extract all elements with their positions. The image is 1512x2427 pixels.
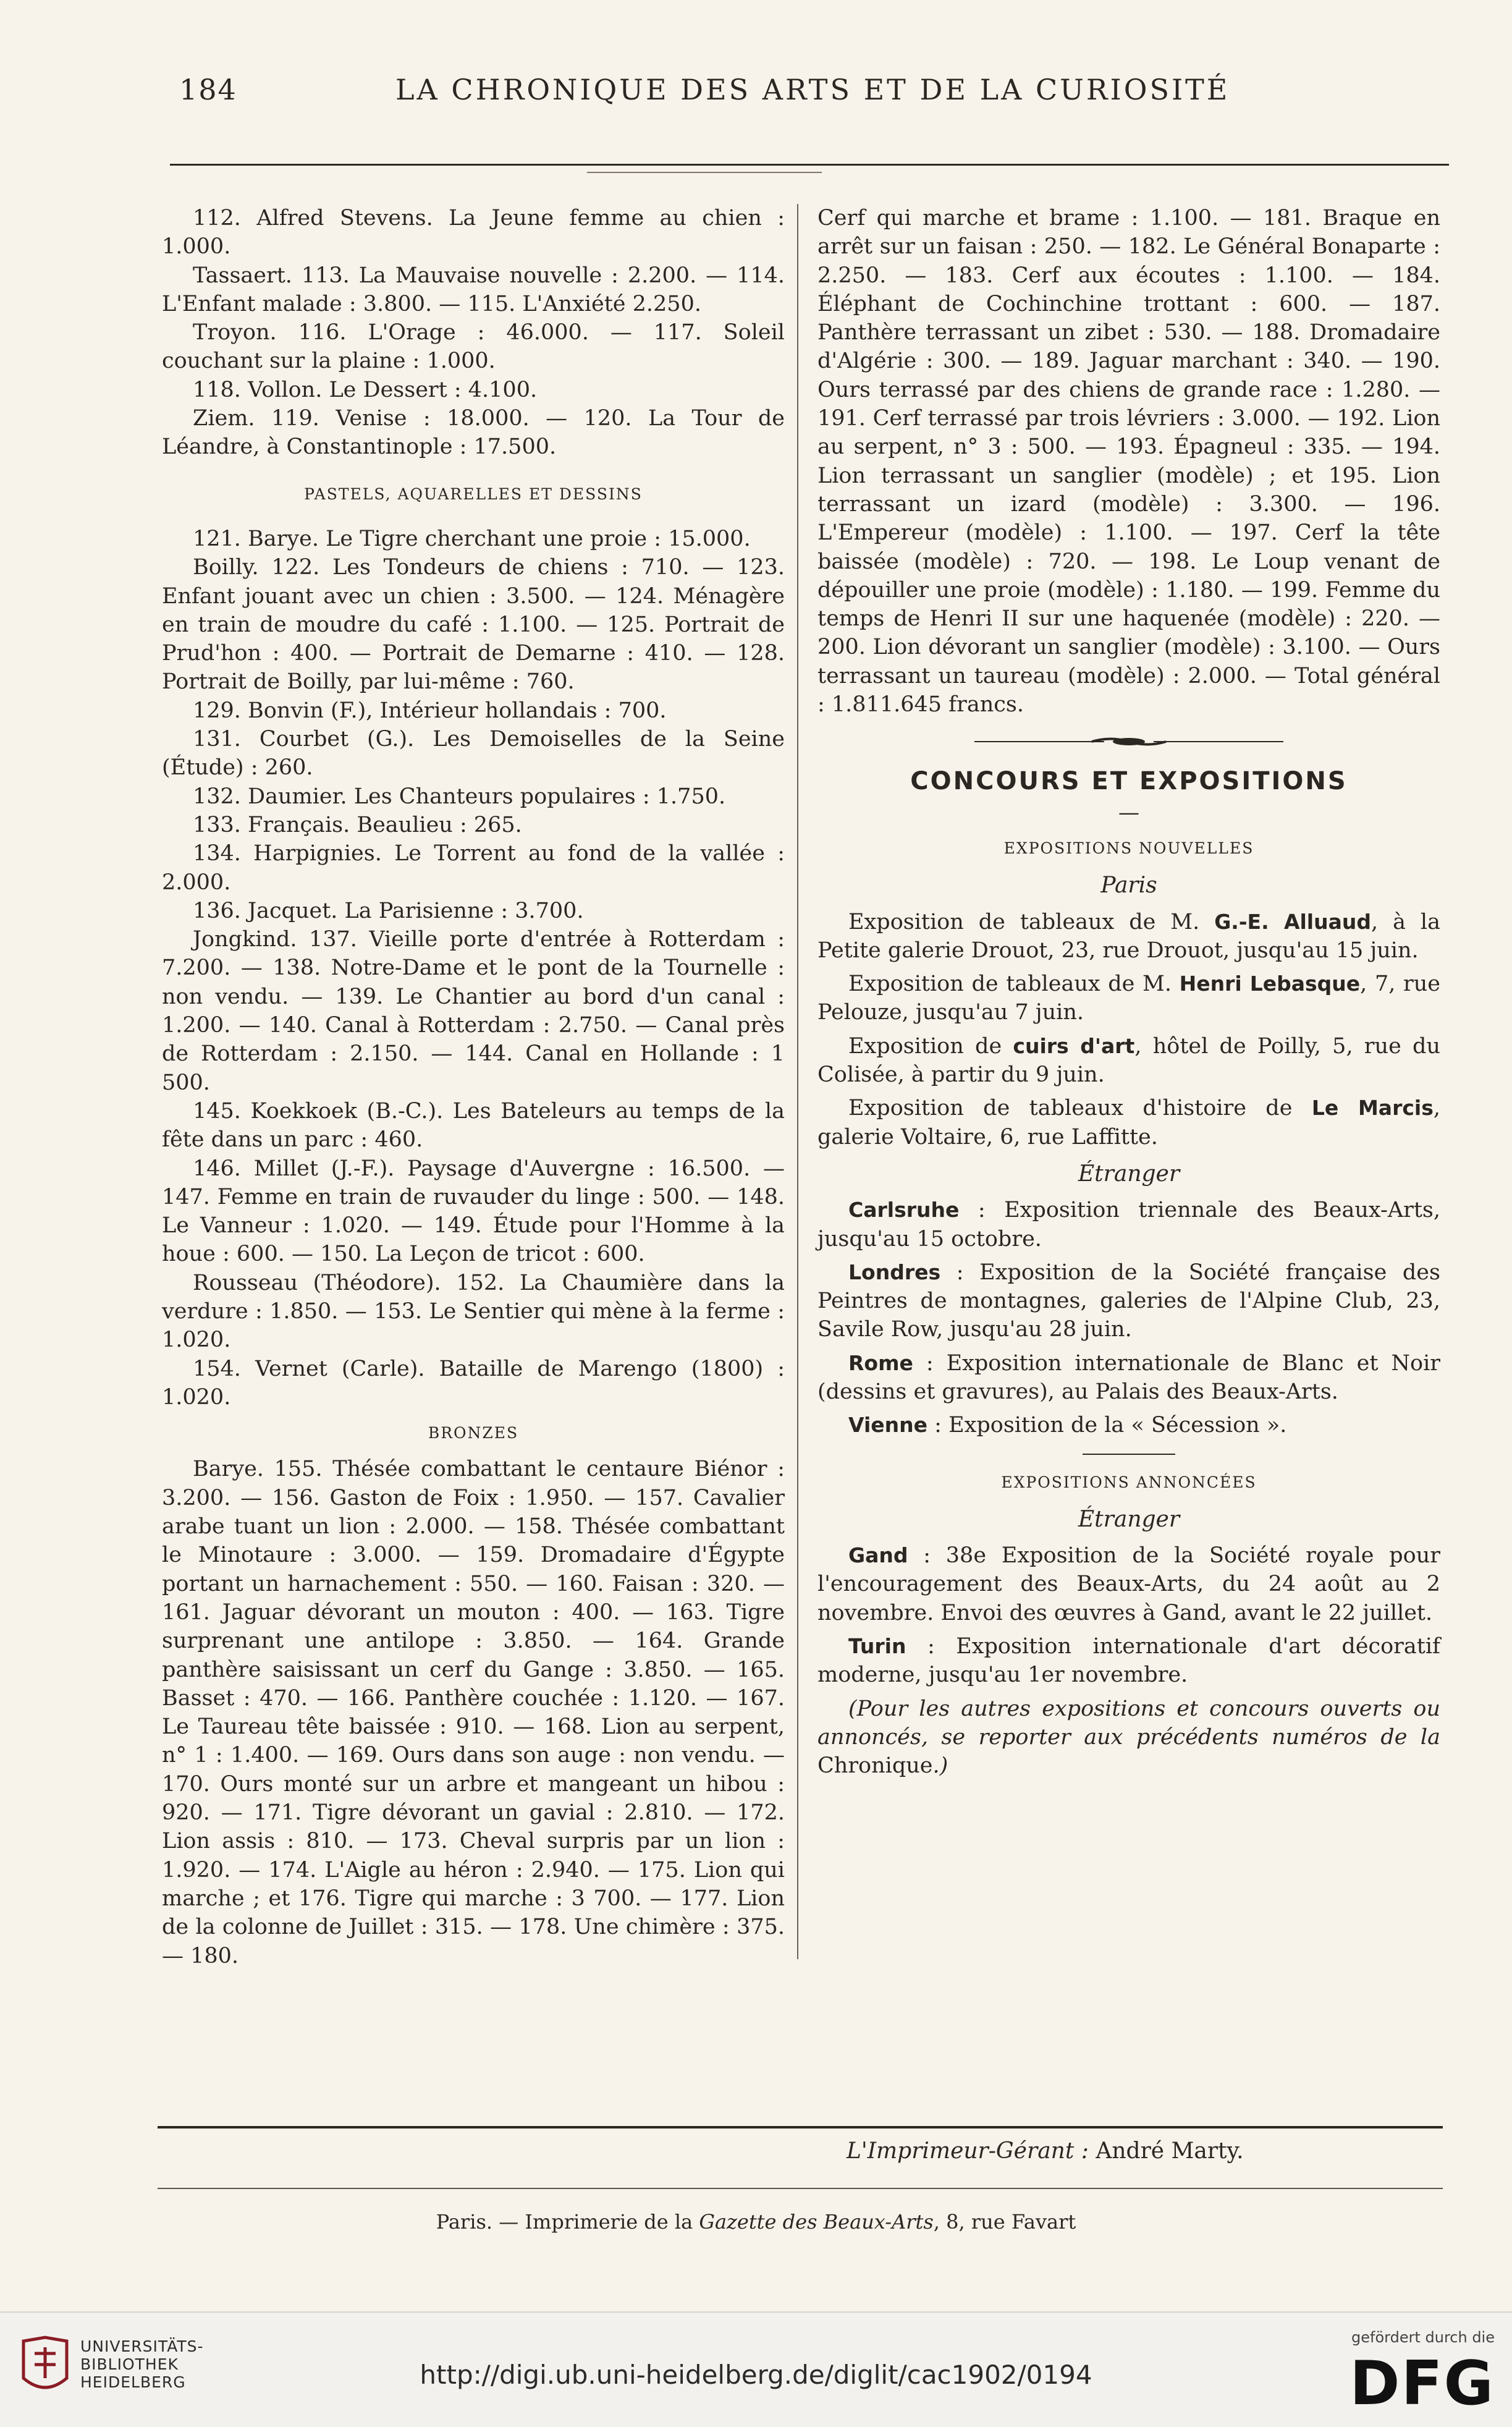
text-paragraph: 145. Koekkoek (B.-C.). Les Bateleurs au temps de la fête dans un parc : 460. [162, 1098, 785, 1153]
dfg-logo: DFG [1349, 2349, 1495, 2419]
exhibition-item: Turin : Exposition internationale d'art décoratif moderne, jusqu'au 1er novembre. [817, 1634, 1440, 1688]
exhibition-item: Londres : Exposition de la Société française des Peintres de montagnes, galeries de l'Alpine Club, 23, Savile Row, jusqu'au 28 juin. [817, 1260, 1440, 1342]
running-title: LA CHRONIQUE DES ARTS ET DE LA CURIOSITÉ [395, 73, 1230, 106]
text-paragraph: Troyon. 116. L'Orage : 46.000. — 117. Soleil couchant sur la plaine : 1.000. [162, 320, 785, 374]
left-column [162, 204, 785, 1970]
text-paragraph: 133. Français. Beaulieu : 265. [193, 812, 522, 837]
printer-signature: L'Imprimeur-Gérant : André Marty. [847, 2138, 1244, 2164]
text-paragraph: Ziem. 119. Venise : 18.000. — 120. La Tour de Léandre, à Constantinople : 17.500. [162, 406, 785, 460]
text-paragraph: Cerf qui marche et brame : 1.100. — 181. Braque en arrêt sur un faisan : 250. — 182. Le Général Bonaparte : 2.250. — 183. Cerf aux écoutes : 1.100. — 184. Éléphant de Cochinchine trottant : 600. — 187. Panthère terrassant un zibet : 530. — 188. Dromadaire d'Algérie : 300. — 189. Jaguar marchant : 340. — 190. Ours terrassé par des chiens de grande race : 1.280. — 191. Cerf terrassé par trois lévriers : 3.000. — 192. Lion au serpent, n° 3 : 500. — 193. Épagneul : 335. — 194. Lion terrassant un sanglier (modèle) ; et 195. Lion terrassant un izard (modèle) : 3.300. — 196. L'Empereur (modèle) : 1.100. — 197. Cerf la tête baissée (modèle) : 720. — 198. Le Loup venant de dépouiller une proie (modèle) : 1.180. — 199. Femme du temps de Henri II sur une haquenée (modèle) : 220. — 200. Lion dévorant un sanglier (modèle) : 3.100. — Ours terrassant un taureau (modèle) : 2.000. — Total général : 1.811.645 francs. [817, 206, 1440, 718]
text-paragraph: Boilly. 122. Les Tondeurs de chiens : 710. — 123. Enfant jouant avec un chien : 3.500. — 124. Ménagère en train de moudre du café : 1.100. — 125. Portrait de Prud'hon : 400. — Portrait de Demarne : 410. — 128. Portrait de Boilly, par lui-même : 760. [162, 555, 785, 695]
exhibition-item: Exposition de tableaux d'histoire de Le Marcis, galerie Voltaire, 6, rue Laffitte. [817, 1096, 1441, 1150]
text-paragraph: 131. Courbet (G.). Les Demoiselles de la Seine (Étude) : 260. [162, 727, 785, 781]
page-header [161, 73, 1483, 129]
printer-imprint: Paris. — Imprimerie de la Gazette des Beaux-Arts, 8, rue Favart [436, 2210, 1076, 2234]
city-heading-paris: Paris [1100, 873, 1157, 899]
text-paragraph: 134. Harpignies. Le Torrent au fond de la vallée : 2.000. [162, 841, 785, 895]
text-paragraph: 129. Bonvin (F.), Intérieur hollandais : 700. [193, 698, 667, 723]
exhibition-item: Gand : 38e Exposition de la Société royale pour l'encouragement des Beaux-Arts, du 24 août au 2 novembre. Envoi des œuvres à Gand, avant le 22 juillet. [817, 1543, 1440, 1625]
source-url-link[interactable]: http://digi.ub.uni-heidelberg.de/diglit/cac1902/0194 [420, 2360, 1092, 2390]
footer-rule [158, 2126, 1443, 2128]
header-rule [170, 164, 1449, 166]
heading-dash: — [1118, 800, 1139, 825]
page-number: 184 [179, 73, 237, 106]
short-rule [1083, 1454, 1175, 1455]
text-paragraph: 154. Vernet (Carle). Bataille de Marengo (1800) : 1.020. [162, 1356, 785, 1410]
exhibition-item: Exposition de tableaux de M. G.-E. Alluaud, à la Petite galerie Drouot, 23, rue Drouot, jusqu'au 15 juin. [817, 909, 1440, 963]
text-paragraph: 112. Alfred Stevens. La Jeune femme au chien : 1.000. [162, 206, 785, 260]
subsection-expositions-annoncees: EXPOSITIONS ANNONCÉES [1001, 1473, 1257, 1491]
exhibition-item: Rome : Exposition internationale de Blanc et Noir (dessins et gravures), au Palais des Beaux-Arts. [817, 1350, 1440, 1404]
section-title-bronzes: BRONZES [428, 1424, 519, 1442]
text-paragraph: Tassaert. 113. La Mauvaise nouvelle : 2.200. — 114. L'Enfant malade : 3.800. — 115. L'Anxiété 2.250. [162, 263, 785, 316]
text-paragraph: Rousseau (Théodore). 152. La Chaumière dans la verdure : 1.850. — 153. Le Sentier qui mène à la ferme : 1.020. [162, 1270, 785, 1353]
text-paragraph: 132. Daumier. Les Chanteurs populaires : 1.750. [193, 784, 726, 809]
section-heading-concours: CONCOURS ET EXPOSITIONS [910, 767, 1348, 796]
exhibition-item: Exposition de tableaux de M. Henri Lebasque, 7, rue Pelouze, jusqu'au 7 juin. [817, 972, 1440, 1025]
exhibition-item: Vienne : Exposition de la « Sécession ». [848, 1413, 1287, 1438]
subsection-expositions-nouvelles: EXPOSITIONS NOUVELLES [1003, 839, 1254, 857]
exhibition-item: Carlsruhe : Exposition triennale des Beaux-Arts, jusqu'au 15 octobre. [817, 1198, 1440, 1252]
header-rule-thin [587, 172, 822, 173]
text-paragraph: Jongkind. 137. Vieille porte d'entrée à Rotterdam : 7.200. — 138. Notre-Dame et le pont de la Tournelle : non vendu. — 139. Le Chantier au bord d'un canal : 1.200. — 140. Canal à Rotterdam : 2.750. — Canal près de Rotterdam : 2.150. — 144. Canal en Hollande : 1 500. [162, 927, 785, 1095]
text-paragraph: Barye. 155. Thésée combattant le centaure Biénor : 3.200. — 156. Gaston de Foix : 1.950. — 157. Cavalier arabe tuant un lion : 2.000. — 158. Thésée combattant le Minotaure : 3.000. — 159. Dromadaire d'Égypte portant un harnachement : 550. — 160. Faisan : 320. — 161. Jaguar dévorant un mouton : 400. — 163. Tigre surprenant une antilope : 3.850. — 164. Grande panthère saisissant un cerf du Gange : 3.850. — 165. Basset : 470. — 166. Panthère couchée : 1.120. — 167. Le Taureau tête baissée : 910. — 168. Lion au serpent, n° 1 : 1.400. — 169. Ours dans son auge : non vendu. — 170. Ours monté sur un arbre et mangeant un hibou : 920. — 171. Tigre dévorant un gavial : 2.810. — 172. Lion assis : 810. — 173. Cheval surpris par un lion : 1.920. — 174. L'Aigle au héron : 2.940. — 175. Lion qui marche ; et 176. Tigre qui marche : 3 700. — 177. Lion de la colonne de Juillet : 315. — 178. Une chimère : 375. — 180. [162, 1457, 785, 1968]
library-name: UNIVERSITÄTS- BIBLIOTHEK HEIDELBERG [80, 2337, 204, 2391]
footer-rule-thin [158, 2188, 1443, 2189]
text-paragraph: 121. Barye. Le Tigre cherchant une proie : 15.000. [193, 526, 751, 551]
editorial-note: (Pour les autres expositions et concours ouverts ou annoncés, se reporter aux précédents numéros de la Chronique.) [817, 1696, 1440, 1779]
text-paragraph: 146. Millet (J.-F.). Paysage d'Auvergne : 16.500. — 147. Femme en train de ruvauder du linge : 500. — 148. Le Vanneur : 1.020. — 149. Étude pour l'Homme à la houe : 600. — 150. La Leçon de tricot : 600. [162, 1156, 785, 1267]
city-heading-etranger: Étranger [1078, 1161, 1180, 1187]
text-paragraph: 136. Jacquet. La Parisienne : 3.700. [193, 898, 584, 923]
right-column [817, 204, 1440, 1781]
ornament-divider [968, 735, 1290, 748]
section-title-pastels: PASTELS, AQUARELLES ET DESSINS [304, 485, 643, 503]
funded-by-label: gefördert durch die [1351, 2329, 1495, 2346]
city-heading-etranger-annoncees: Étranger [1078, 1506, 1180, 1532]
column-divider [797, 204, 798, 1959]
text-paragraph: 118. Vollon. Le Dessert : 4.100. [193, 377, 538, 402]
exhibition-item: Exposition de cuirs d'art, hôtel de Poilly, 5, rue du Colisée, à partir du 9 juin. [817, 1033, 1440, 1088]
